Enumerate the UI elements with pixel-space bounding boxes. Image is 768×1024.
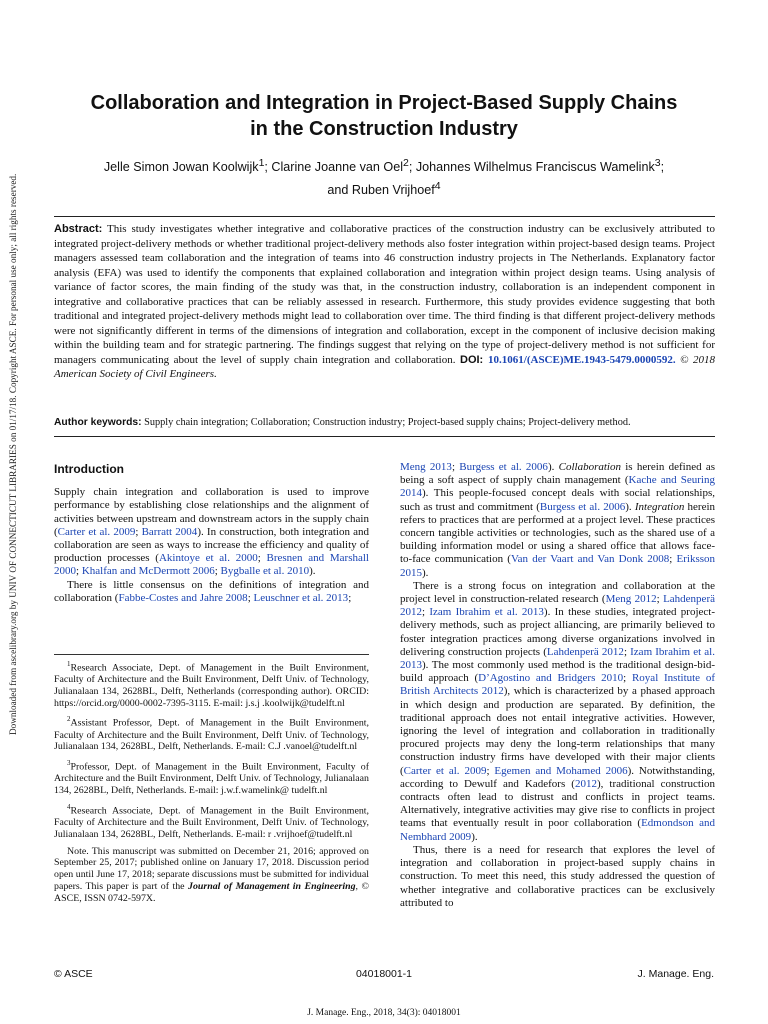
author-1: Jelle Simon Jowan Koolwijk xyxy=(103,160,259,175)
abstract-top-rule xyxy=(54,216,715,217)
abstract-block xyxy=(54,222,715,382)
text-run: ; xyxy=(76,565,82,578)
text-run: ; xyxy=(451,461,460,473)
author-3-mark: 3 xyxy=(654,157,661,169)
text-run: ; xyxy=(422,606,430,619)
footnote-2 xyxy=(54,714,369,753)
keywords-label: Author keywords: xyxy=(54,417,142,428)
footnote-3 xyxy=(54,758,369,797)
author-2-mark: 2 xyxy=(403,157,409,169)
footer-copyright: © ASCE xyxy=(54,968,93,980)
keywords-text: Supply chain integration; Collaboration; Construction industry; Project-based supply chains; Project-delivery method. xyxy=(141,417,631,428)
footnote-1 xyxy=(54,659,369,709)
text-run: There is little consensus on the definitions of integration and collaboration ( xyxy=(54,578,369,604)
left-column xyxy=(54,463,369,605)
author-4: and Ruben Vrijhoef xyxy=(327,183,435,198)
citation-link[interactable]: Eriksson 2015 xyxy=(400,553,715,579)
author-1-mark: 1 xyxy=(258,157,265,169)
text-run: ). In these studies, integrated project-delivery methods, such as project alliancing, are primarily believed to foster integration practices among diverse organizations involved in delivering construction projects ( xyxy=(400,606,716,658)
download-notice-sidebar: Downloaded from ascelibrary.org by UNIV OF CONNECTICUT LIBRARIES on 01/17/18. Copyright ASCE. For personal use only; all rights reserved. xyxy=(8,173,18,735)
title-line-1: Collaboration and Integration in Project-Based Supply Chains xyxy=(90,92,678,114)
right-paragraph-2 xyxy=(400,580,715,844)
journal-name: Journal of Management in Engineering xyxy=(188,880,356,892)
footnote-text: Assistant Professor, Dept. of Management in the Built Environment, Faculty of Architecture and the Built Environment, Delft Univ. of Technology, Julianalaan 134, 2628BL, Delft, Netherlands. E-mail: C.J .vanoel@tudelft.nl xyxy=(54,717,369,753)
text-run: herein refers to practices that are performed at a project level. These practices concern tangible activities or technologies, such as the shared use of a building information model or using a shared office that allows face-to-face communication ( xyxy=(400,500,716,566)
footnote-marker: 2 xyxy=(67,715,71,724)
author-2: ; Clarine Joanne van Oel xyxy=(264,160,404,175)
text-run: ). xyxy=(471,830,478,843)
citation-link[interactable]: Meng 2012 xyxy=(605,593,657,606)
text-run: is herein defined as being a soft aspect of supply chain management ( xyxy=(400,461,715,487)
footnote-text: Research Associate, Dept. of Management in the Built Environment, Faculty of Architecture and the Built Environment, Delft Univ. of Technology, Julianalaan 134, 2628BL, Delft, Netherlands. E-mail: r .vrijhoef@tudelft.nl xyxy=(54,805,369,840)
right-column xyxy=(400,461,715,910)
text-run: ). This people-focused concept deals with social relationships, such as trust and commitment ( xyxy=(400,487,715,513)
intro-paragraph-2 xyxy=(54,579,369,605)
footnote-marker: 3 xyxy=(67,759,71,768)
citation-link[interactable]: Lahdenperä 2012 xyxy=(546,645,624,658)
note-text: Note. This manuscript was submitted on December 21, 2016; approved on September 25, 2017; published online on January 17, 2018. Discussion period open until June 17, 2018; separate discussions must be submitted for individual papers. This paper is part of the xyxy=(54,845,369,892)
citation-link[interactable]: 2012 xyxy=(574,777,597,790)
text-run: ; xyxy=(135,525,142,538)
citation-link[interactable]: Akintoye et al. 2000 xyxy=(158,552,258,565)
introduction-heading: Introduction xyxy=(54,462,124,476)
citation-link[interactable]: Egemen and Mohamed 2006 xyxy=(494,764,628,777)
author-3: ; Johannes Wilhelmus Franciscus Wamelink xyxy=(408,160,655,175)
citation-link[interactable]: Carter et al. 2009 xyxy=(57,525,136,538)
citation-link[interactable]: Fabbe-Costes and Jahre 2008 xyxy=(118,591,248,604)
citation-link[interactable]: Bresnen and Marshall 2000 xyxy=(54,552,369,578)
title-line-2: in the Construction Industry xyxy=(250,118,518,140)
author-4-mark: 4 xyxy=(434,180,441,193)
text-run: ; xyxy=(247,591,254,604)
citation-link[interactable]: Carter et al. 2009 xyxy=(403,764,487,777)
citation-link[interactable]: Meng 2013 xyxy=(400,461,452,473)
citation-link[interactable]: D’Agostino and Bridgers 2010 xyxy=(478,672,624,685)
text-run: ), which is characterized by a phased approach in which design and production are separated. By definition, the traditional approach does not entail integrative activities. However, ignoring the level of integration and collaboration in traditionally procured projects may deny the long-term relationships that many construction industry firms have developed with their major clients ( xyxy=(400,685,715,777)
author-keywords xyxy=(54,416,715,430)
text-run: ). xyxy=(547,461,559,473)
author-list xyxy=(40,154,728,200)
citation-link[interactable]: Kache and Seuring 2014 xyxy=(400,474,715,500)
text-run: ; xyxy=(214,565,221,578)
abstract-label: Abstract: xyxy=(54,223,103,235)
citation-link[interactable]: Bygballe et al. 2010 xyxy=(220,565,310,578)
citation-link[interactable]: Royal Institute of British Architects 2012 xyxy=(400,672,715,698)
footer-journal: J. Manage. Eng. xyxy=(637,968,714,980)
text-run: ). xyxy=(422,566,429,579)
text-run: ). The most commonly used method is the traditional design-bid-build approach ( xyxy=(400,659,715,685)
text-run: ; xyxy=(486,764,495,777)
term-integration: Integration xyxy=(634,500,685,513)
footnote-text: Professor, Dept. of Management in the Built Environment, Faculty of Architecture and the Built Environment, Delft Univ. of Technology, Julianalaan 134, 2628BL, Delft, Netherlands. E-mail: j.w.f.wamelink@ tudelft.nl xyxy=(54,761,369,797)
citation-link[interactable]: Lahdenperä 2012 xyxy=(400,593,715,619)
text-run: ; xyxy=(669,553,677,566)
citation-link[interactable]: Izam Ibrahim et al. 2013 xyxy=(400,645,715,672)
text-run: ). xyxy=(309,565,316,578)
text-run: ; xyxy=(623,645,631,658)
citation-link[interactable]: Burgess et al. 2006 xyxy=(459,461,548,473)
citation-link[interactable]: Leuschner et al. 2013 xyxy=(253,591,349,604)
abstract-text: This study investigates whether integrative and collaborative practices of the construction industry can be exclusively attributed to integrated project-delivery methods or whether traditional project-delivery methods also foster integration within project-based design teams. Project managers assessed team collaboration and the integration of teams into 46 construction industry projects in The Netherlands. Explanatory factor analysis (EFA) was used to identify the components that explained collaboration and integration within project design teams. Using analysis of variance of factor scores, the main finding of the study was that, in the construction industry, collaboration is an independent component in integrative and collaborative practices that can be reliably assessed in research. Furthermore, this study provides evidence suggesting that both traditional and integrated project-delivery methods might lead to collaboration over time. The third finding is that different project-delivery methods were not significantly different in terms of the dimensions of integration and collaboration, except in the component of inclusive decision making within the building team and for strategic partnering. The findings suggest that relying on the type of project-delivery method is not sufficient for managers communicating about the level of supply chain integration and collaboration. xyxy=(54,223,715,366)
intro-paragraph-1 xyxy=(54,486,369,578)
text-run: ; xyxy=(257,552,267,565)
citation-link[interactable]: Izam Ibrahim et al. 2013 xyxy=(429,606,544,619)
text-run: ). In construction, both integration and collaboration are seen as ways to increase the efficiency and quality of production processes ( xyxy=(54,525,370,565)
text-run: Supply chain integration and collaboration is used to improve performance by establishing close relationships and the alignment of activities between upstream and downstream actors in the supply chain ( xyxy=(54,486,369,538)
text-run: ; xyxy=(348,591,352,604)
term-collaboration: Collaboration xyxy=(558,461,621,473)
paper-title xyxy=(40,90,728,142)
text-run: There is a strong focus on integration and collaboration at the project level in construction-related research ( xyxy=(400,579,715,606)
note-text: , © ASCE, ISSN 0742-597X. xyxy=(54,880,369,904)
doi-label: DOI: xyxy=(460,353,489,366)
footnote-marker: 4 xyxy=(67,802,71,811)
abstract-copyright: © 2018 American Society of Civil Engineers. xyxy=(54,353,716,380)
citation-link[interactable]: Barratt 2004 xyxy=(141,525,198,538)
footnote-rule xyxy=(54,654,369,655)
footnote-text: Research Associate, Dept. of Management in the Built Environment, Faculty of Architecture and the Built Environment, Delft Univ. of Technology, Julianalaan 134, 2628BL, Delft, Netherlands (corresponding author). ORCID: https://orcid.org/0000-0002-7395-3115. E-mail: j.s.j .koolwijk@tudelft.nl xyxy=(54,662,369,709)
bottom-citation: J. Manage. Eng., 2018, 34(3): 04018001 xyxy=(307,1008,461,1018)
text-run: ). Notwithstanding, according to Dewulf and Kadefors ( xyxy=(400,764,715,790)
citation-link[interactable]: Burgess et al. 2006 xyxy=(539,500,626,513)
text-run: ), traditional construction contracts often lead to distrust and conflicts in project teams. Alternatively, integrative activities may give rise to conflicts in project teams that eventually result in poor collaboration ( xyxy=(400,777,715,830)
right-paragraph-3: Thus, there is a need for research that explores the level of integration and collaboration in project-based supply chains in construction. To meet this need, this study addressed the question of whether integrative and collaborative practices can be exclusively attributed to xyxy=(400,843,715,909)
footnote-marker: 1 xyxy=(67,660,71,668)
text-run: ; xyxy=(656,593,664,606)
footnotes xyxy=(54,659,369,910)
footer-article-number: 04018001-1 xyxy=(355,968,413,980)
citation-link[interactable]: Khalfan and McDermott 2006 xyxy=(81,565,215,578)
text-run: ). xyxy=(625,500,635,513)
author-3-end: ; xyxy=(660,160,665,175)
text-run: ; xyxy=(623,672,632,685)
right-paragraph-1 xyxy=(400,461,715,580)
doi-link[interactable]: 10.1061/(ASCE)ME.1943-5479.0000592. xyxy=(488,353,676,366)
keywords-bottom-rule xyxy=(54,436,715,437)
submission-note xyxy=(54,846,369,905)
citation-link[interactable]: Edmondson and Nembhard 2009 xyxy=(400,817,715,843)
footnote-4 xyxy=(54,802,369,841)
citation-link[interactable]: Van der Vaart and Van Donk 2008 xyxy=(510,553,670,566)
